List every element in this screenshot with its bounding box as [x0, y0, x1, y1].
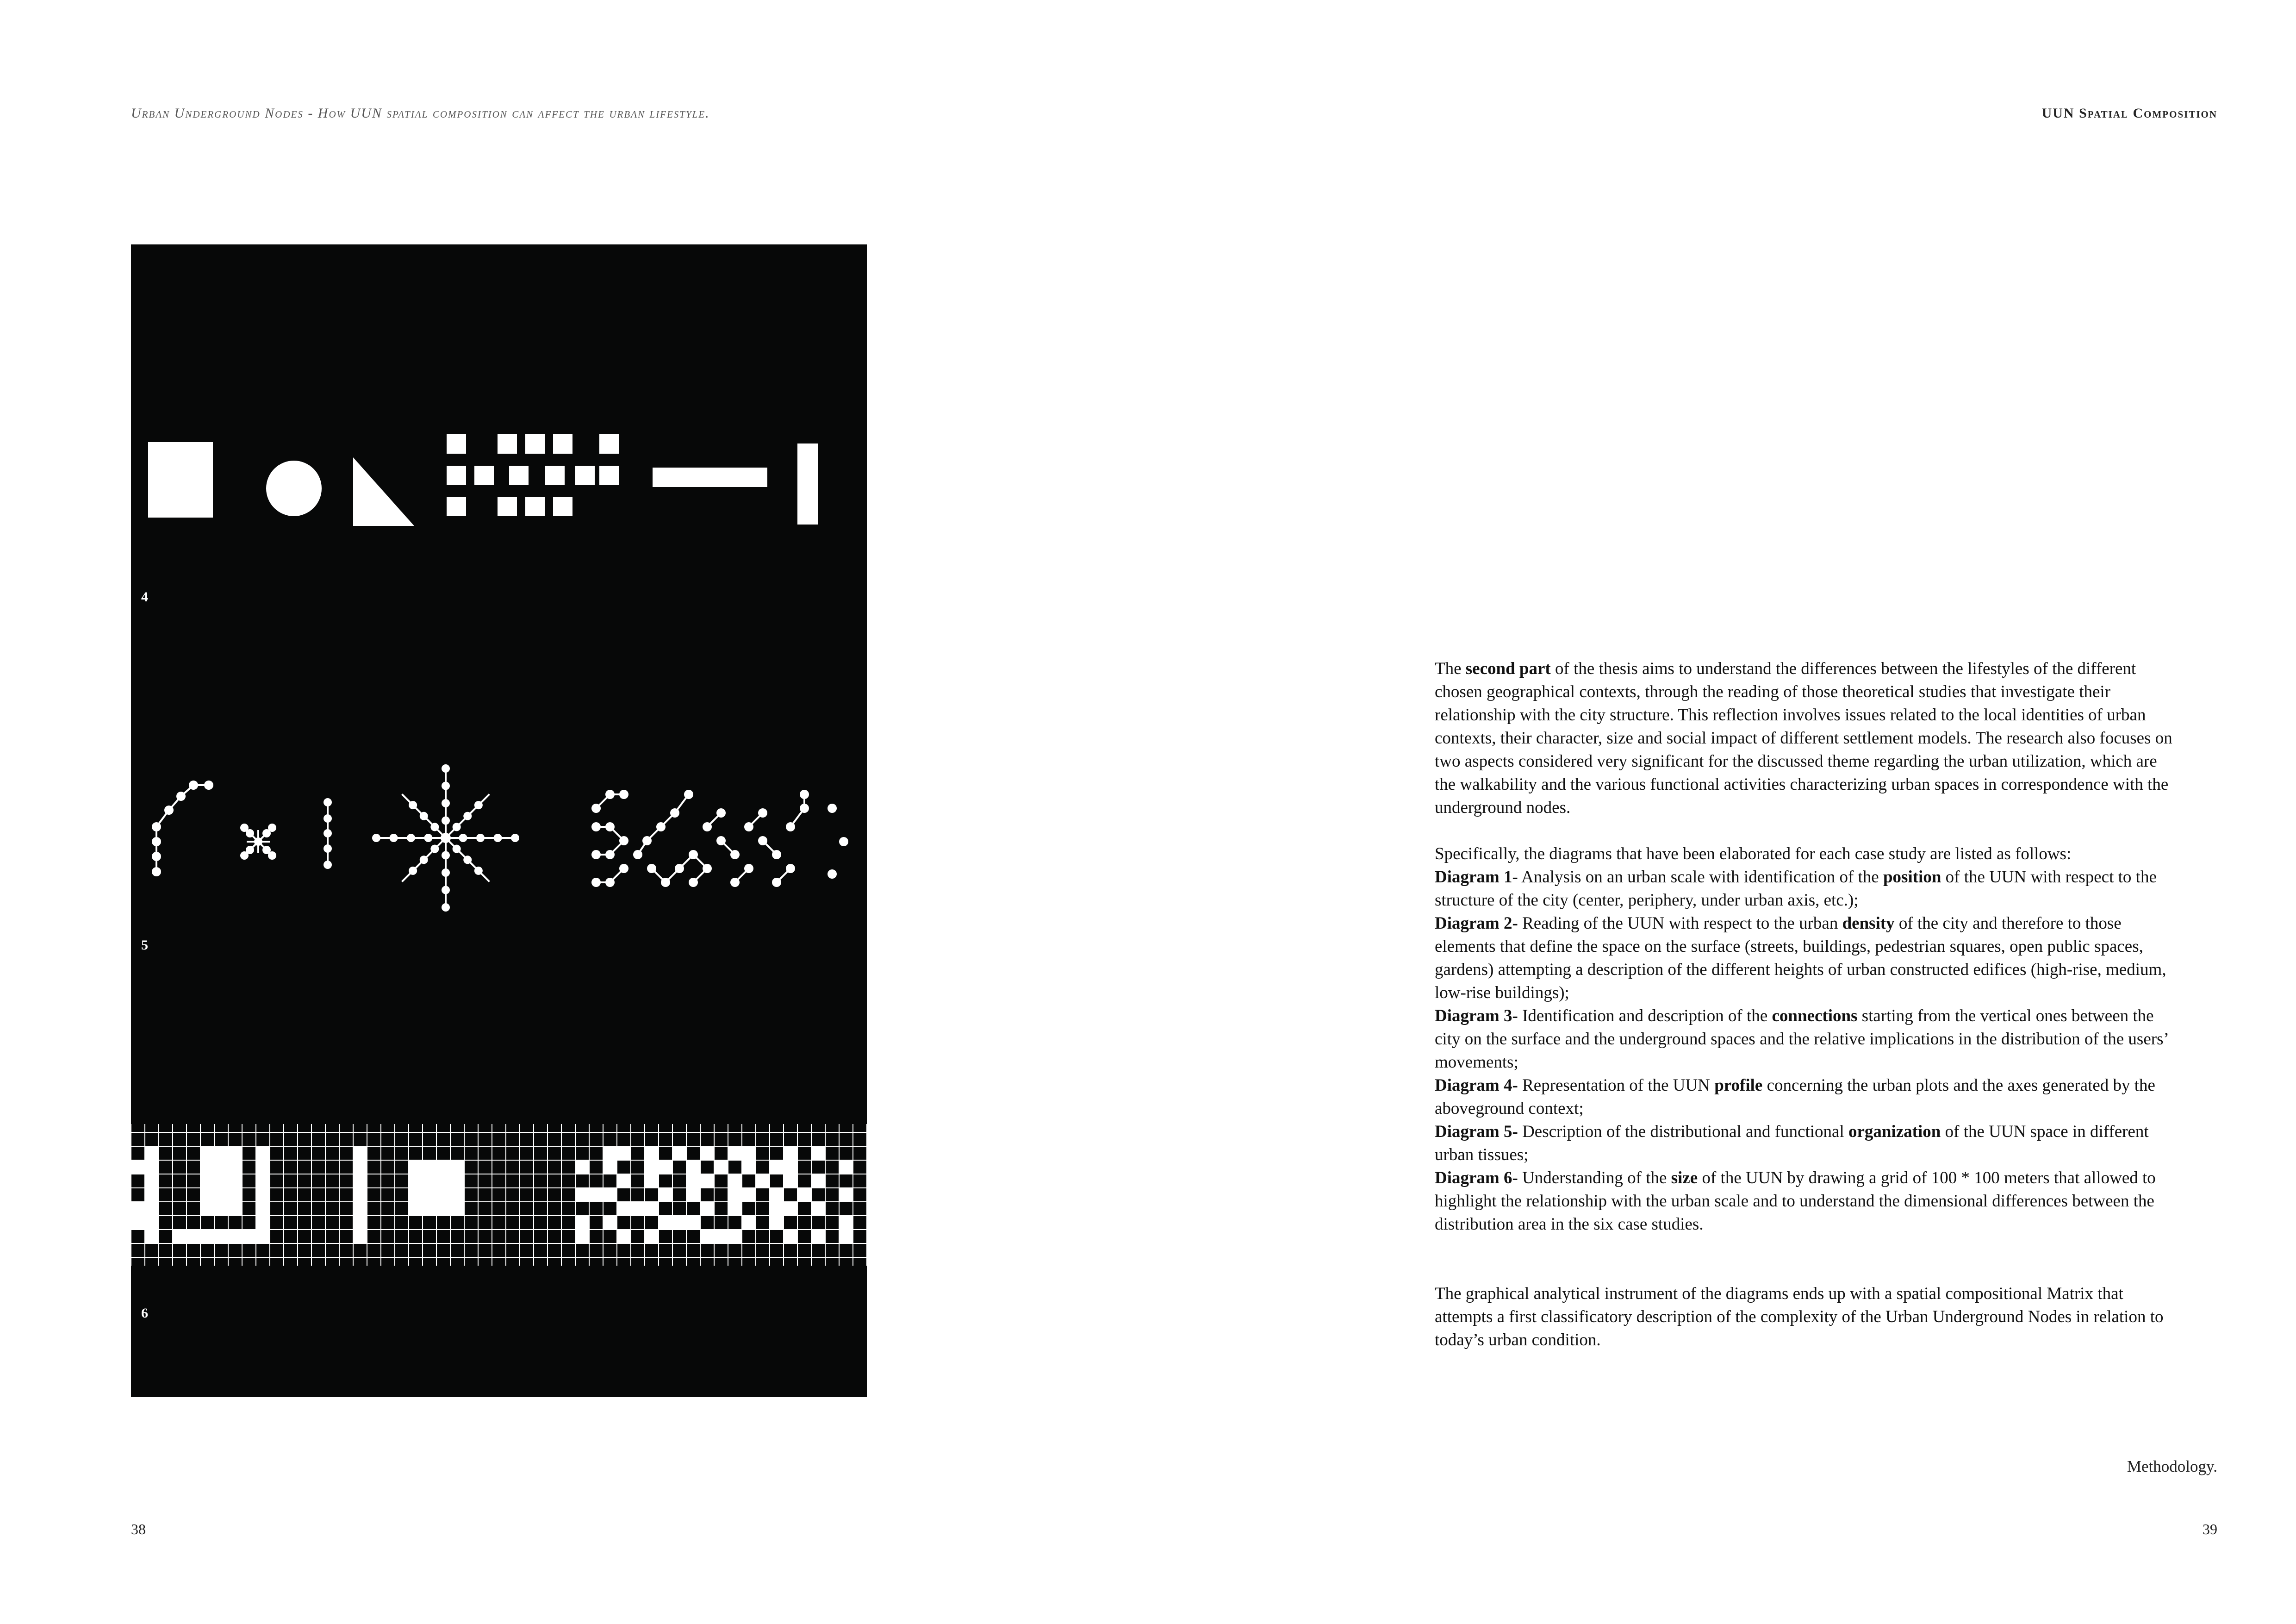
row-4-shapes — [148, 434, 818, 526]
page-number-right: 39 — [2203, 1521, 2217, 1537]
square-shape — [148, 442, 213, 518]
diagram-1-item: Diagram 1- Analysis on an urban scale with identification of the position of the UUN with respect to the structure of the city (center, periphery, under urban axis, etc.); — [1435, 868, 2157, 910]
circle-shape — [266, 461, 322, 516]
diagram-3-item: Diagram 3- Identification and description of the connections starting from the vertical ones between the city on the surface and the underground spaces and the relative implications in the distribution of the users’ movements; — [1435, 1006, 2168, 1072]
row-label-6: 6 — [141, 1305, 148, 1321]
running-head-right: UUN Spatial Composition — [2041, 106, 2217, 121]
row-5-node-graphs — [152, 764, 848, 912]
body-text — [1435, 657, 2175, 1352]
diagram-2-item: Diagram 2- Reading of the UUN with respect to the urban density of the city and therefore to those elements that define the space on the surface (streets, buildings, pedestrian squares, open public spaces, gardens) attempting a description of the different heights of urban constructed edifices (high-rise, medium, low-rise buildings); — [1435, 914, 2166, 1002]
paragraph-1: The second part of the thesis aims to understand the differences between the lifestyles of the different chosen geographical contexts, through the reading of those theoretical studies that investigate their relationship with the city structure. This reflection involves issues related to the local identities of urban contexts, their character, size and social impact of different settlement models. The research also focuses on two aspects considered very significant for the discussed theme regarding the urban utilization, which are the walkability and the various functional activities characterizing urban spaces in correspondence with the underground nodes. — [1435, 659, 2172, 817]
row-label-4: 4 — [141, 589, 148, 605]
diagram-figure — [131, 244, 867, 1397]
paragraph-2-intro: Specifically, the diagrams that have been elaborated for each case study are listed as follows: — [1435, 844, 2072, 863]
page-number-left: 38 — [131, 1521, 146, 1537]
triangle-shape — [353, 457, 414, 526]
paragraph-3: The graphical analytical instrument of the diagrams ends up with a spatial compositional Matrix that attempts a first classificatory description of the complexity of the Urban Underground Nodes in relation to today’s urban condition. — [1435, 1284, 2164, 1349]
row-6-grid — [131, 1124, 867, 1266]
right-page — [1148, 0, 2296, 1624]
diagram-6-item: Diagram 6- Understanding of the size of the UUN by drawing a grid of 100 * 100 meters that allowed to highlight the relationship with the urban scale and to understand the dimensional differences between the distribution area in the six case studies. — [1435, 1168, 2156, 1234]
running-head-left: Urban Underground Nodes - How UUN spatial composition can affect the urban lifestyle. — [131, 106, 710, 121]
row-label-5: 5 — [141, 937, 148, 953]
diagram-panel — [131, 244, 867, 1397]
vertical-bar-shape — [797, 443, 818, 525]
horizontal-bar-shape — [653, 468, 767, 487]
checker-cluster-shape — [447, 434, 619, 516]
diagram-5-item: Diagram 5- Description of the distributional and functional organization of the UUN space in different urban tissues; — [1435, 1122, 2149, 1164]
diagram-4-item: Diagram 4- Representation of the UUN profile concerning the urban plots and the axes generated by the aboveground context; — [1435, 1076, 2155, 1118]
section-label: Methodology. — [2127, 1457, 2217, 1475]
